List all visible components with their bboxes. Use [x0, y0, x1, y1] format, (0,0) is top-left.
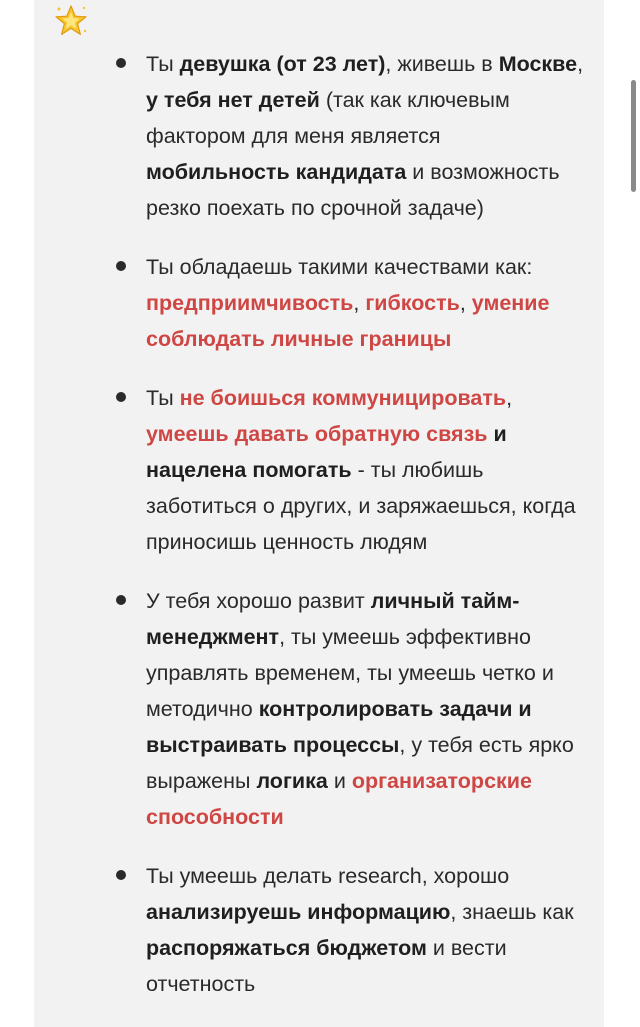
list-item — [146, 380, 586, 560]
text-segment: Ты — [146, 52, 180, 76]
highlighted-phrase: умение соблюдать личные границы — [146, 291, 550, 351]
bold-phrase: нацелена помогать — [146, 458, 352, 482]
text-segment: , — [353, 291, 366, 315]
highlighted-phrase: организаторские способности — [146, 769, 532, 829]
bullet-dot — [116, 261, 126, 271]
bold-phrase: распоряжаться бюджетом — [146, 936, 427, 960]
highlighted-phrase: не боишься коммуницировать — [179, 386, 507, 410]
bold-phrase: (от 23 лет) — [276, 52, 386, 76]
bold-phrase: анализируешь информацию — [146, 900, 451, 924]
text-segment: Ты умеешь делать research, хорошо — [146, 864, 510, 888]
bold-phrase: логика — [256, 769, 328, 793]
text-segment: Ты — [146, 386, 180, 410]
bold-phrase: мобильность кандидата — [146, 160, 407, 184]
text-segment: - ты любишь заботиться о других, и заряжаешься, когда приносишь ценность людям — [146, 458, 576, 554]
highlighted-phrase: умеешь давать обратную связь — [146, 422, 488, 446]
list-item — [146, 249, 586, 357]
bold-phrase: девушка — [179, 52, 271, 76]
text-segment: Ты обладаешь такими качествами как: — [146, 255, 533, 279]
glowing-star-icon — [54, 4, 88, 38]
bullet-dot — [116, 392, 126, 402]
text-segment: , ты умеешь эффективно управлять временем, ты умеешь четко и методично — [146, 625, 554, 721]
text-segment: , у тебя есть ярко выражены — [146, 733, 574, 793]
bold-phrase: Москве — [498, 52, 578, 76]
text-segment: У тебя хорошо развит — [146, 589, 371, 613]
text-segment: и возможность резко поехать по срочной задаче) — [146, 160, 560, 220]
list-item — [146, 46, 586, 226]
bullet-dot — [116, 58, 126, 68]
text-segment: и — [327, 769, 352, 793]
bold-phrase: личный тайм-менеджмент — [146, 589, 520, 649]
text-segment: (так как ключевым фактором для меня является — [146, 88, 510, 148]
list-item — [146, 858, 586, 1002]
bold-phrase: и — [493, 422, 507, 446]
bold-phrase: контролировать задачи и выстраивать процессы — [146, 697, 532, 757]
list-item — [146, 583, 586, 835]
highlighted-phrase: гибкость — [365, 291, 460, 315]
text-segment: , — [577, 52, 584, 76]
bullet-dot — [116, 595, 126, 605]
highlighted-phrase: предприимчивость — [146, 291, 354, 315]
text-segment: , — [506, 386, 513, 410]
text-segment: , знаешь как — [450, 900, 574, 924]
text-segment: и вести отчетность — [146, 936, 507, 996]
bold-phrase: у тебя нет детей — [146, 88, 320, 112]
text-segment: , — [459, 291, 472, 315]
requirements-list — [146, 46, 586, 1025]
bullet-dot — [116, 870, 126, 880]
text-segment: , живешь в — [385, 52, 499, 76]
scrollbar-thumb[interactable] — [631, 80, 636, 192]
